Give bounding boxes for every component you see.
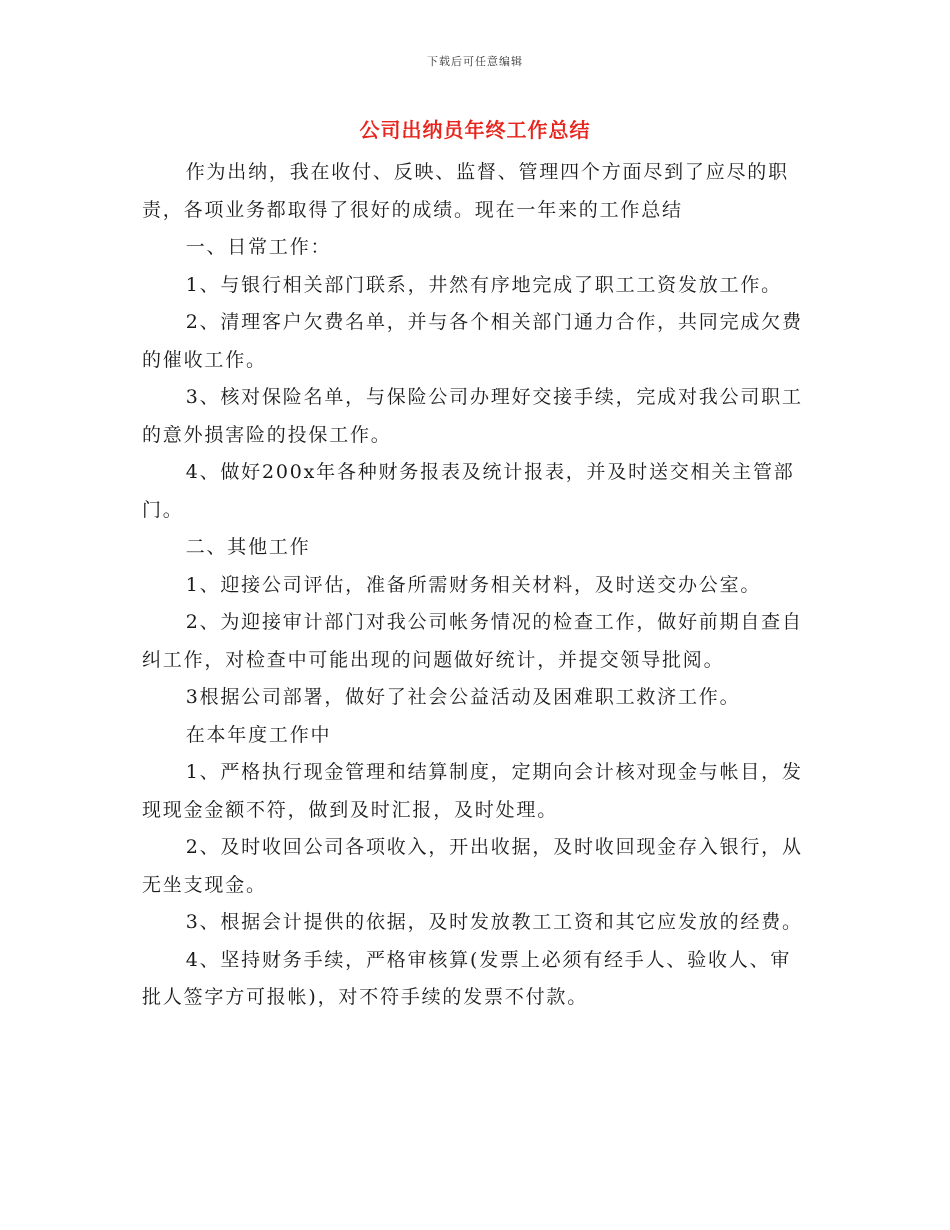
header-note: 下载后可任意编辑 bbox=[427, 55, 523, 68]
paragraph-intro: 作为出纳，我在收付、反映、监督、管理四个方面尽到了应尽的职责，各项业务都取得了很好的成绩。现在一年来的工作总结 bbox=[142, 161, 789, 221]
paragraph: 4、坚持财务手续，严格审核算(发票上必须有经手人、验收人、审批人签字方可报帐)，对不符手续的发票不付款。 bbox=[142, 948, 792, 1008]
paragraph: 1、与银行相关部门联系，井然有序地完成了职工工资发放工作。 bbox=[185, 273, 782, 296]
section-heading-daily-work: 一、日常工作： bbox=[185, 236, 332, 258]
paragraph: 1、严格执行现金管理和结算制度，定期向会计核对现金与帐目，发现现金金额不符，做到及时汇报，及时处理。 bbox=[142, 761, 803, 821]
section-heading-other-work: 二、其他工作 bbox=[185, 536, 311, 558]
section-heading-this-year: 在本年度工作中 bbox=[185, 723, 332, 746]
paragraph: 4、做好200x年各种财务报表及统计报表，并及时送交相关主管部门。 bbox=[142, 461, 795, 521]
paragraph: 3、核对保险名单，与保险公司办理好交接手续，完成对我公司职工的意外损害险的投保工作。 bbox=[142, 386, 803, 446]
document-title: 公司出纳员年终工作总结 bbox=[359, 118, 591, 142]
paragraph: 3根据公司部署，做好了社会公益活动及困难职工救济工作。 bbox=[185, 686, 741, 708]
document-body bbox=[142, 154, 810, 1017]
paragraph: 2、清理客户欠费名单，并与各个相关部门通力合作，共同完成欠费的催收工作。 bbox=[142, 311, 803, 371]
paragraph: 1、迎接公司评估，准备所需财务相关材料，及时送交办公室。 bbox=[185, 573, 762, 596]
paragraph: 3、根据会计提供的依据，及时发放教工工资和其它应发放的经费。 bbox=[185, 911, 803, 933]
paragraph: 2、及时收回公司各项收入，开出收据，及时收回现金存入银行，从无坐支现金。 bbox=[142, 836, 803, 896]
paragraph: 2、为迎接审计部门对我公司帐务情况的检查工作，做好前期自查自纠工作，对检查中可能出现的问题做好统计，并提交领导批阅。 bbox=[142, 611, 803, 671]
